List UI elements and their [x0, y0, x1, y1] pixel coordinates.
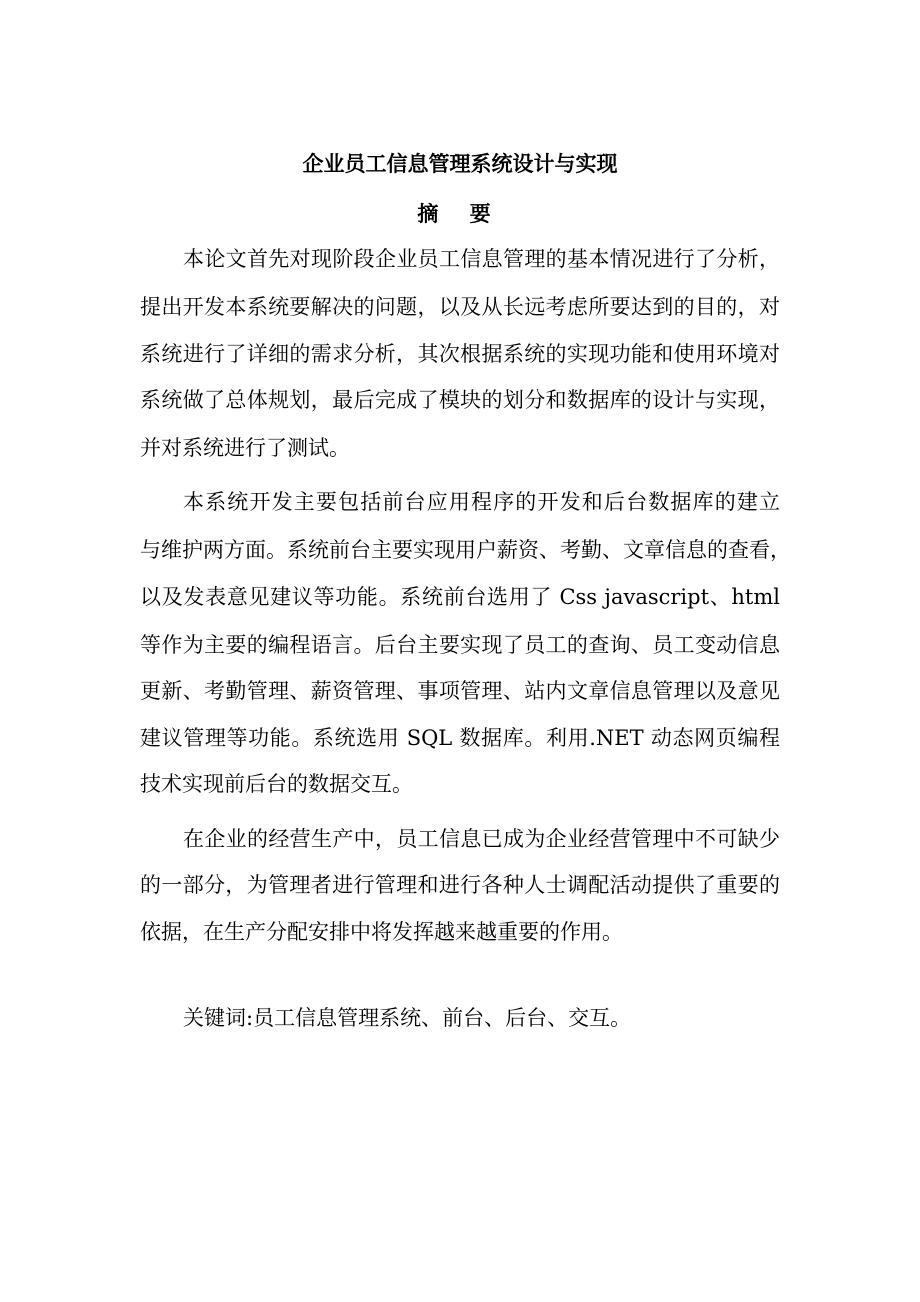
- text-line: 以及发表意见建议等功能。系统前台选用了 Css javascript、html: [140, 585, 780, 609]
- text-line: 技术实现前后台的数据交互。: [140, 772, 413, 796]
- text-line: 建议管理等功能。系统选用 SQL 数据库。利用.NET 动态网页编程: [140, 726, 780, 750]
- document-title: 企业员工信息管理系统设计与实现: [302, 152, 618, 176]
- text-line: 并对系统进行了测试。: [140, 436, 350, 460]
- abstract-heading: 摘 要: [417, 202, 503, 226]
- text-line: 更新、考勤管理、薪资管理、事项管理、站内文章信息管理以及意见: [140, 679, 780, 703]
- text-line: 与维护两方面。系统前台主要实现用户薪资、考勤、文章信息的查看，: [140, 538, 791, 562]
- text-line: 本论文首先对现阶段企业员工信息管理的基本情况进行了分析，: [183, 247, 780, 271]
- text-line: 依据，在生产分配安排中将发挥越来越重要的作用。: [140, 920, 623, 944]
- keywords: 关键词:员工信息管理系统、前台、后台、交互。: [183, 1006, 632, 1030]
- text-line: 本系统开发主要包括前台应用程序的开发和后台数据库的建立: [183, 490, 780, 514]
- text-line: 在企业的经营生产中，员工信息已成为企业经营管理中不可缺少: [183, 827, 780, 851]
- text-line: 等作为主要的编程语言。后台主要实现了员工的查询、员工变动信息: [140, 633, 780, 657]
- text-line: 系统进行了详细的需求分析，其次根据系统的实现功能和使用环境对: [140, 342, 780, 366]
- text-line: 系统做了总体规划，最后完成了模块的划分和数据库的设计与实现，: [140, 388, 780, 412]
- text-line: 提出开发本系统要解决的问题，以及从长远考虑所要达到的目的，对: [140, 295, 780, 319]
- text-line: 的一部分，为管理者进行管理和进行各种人士调配活动提供了重要的: [140, 873, 780, 897]
